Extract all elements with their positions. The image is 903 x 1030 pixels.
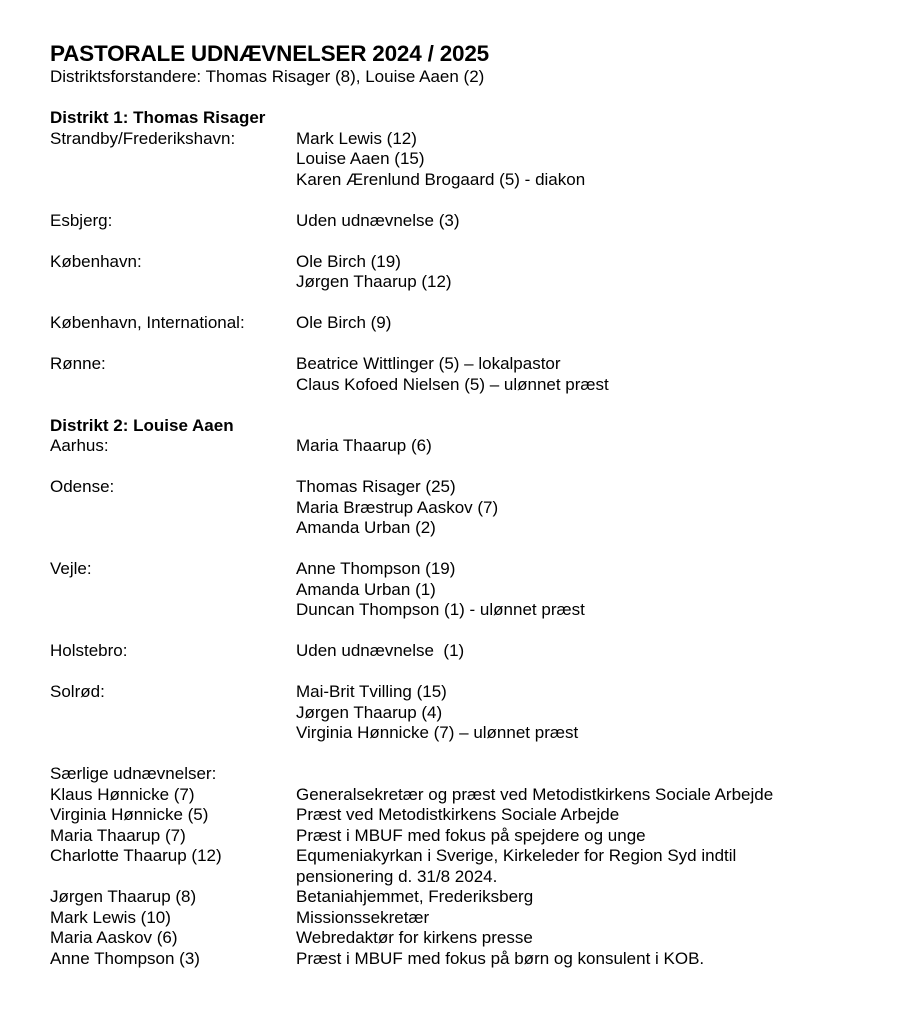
special-row [50, 785, 870, 806]
appointment: Ole Birch (9) [296, 313, 392, 332]
location-name: Esbjerg: [50, 210, 113, 230]
role-text: Præst i MBUF med fokus på spejdere og unge [296, 825, 646, 845]
appointments [296, 477, 870, 539]
role-text: Webredaktør for kirkens presse [296, 928, 533, 947]
appointment: Anne Thompson (19) [296, 559, 456, 578]
document-page [50, 40, 870, 969]
appointment: Virginia Hønnicke (7) – ulønnet præst [296, 723, 579, 742]
role-text: Missionssekretær [296, 907, 430, 927]
location-row [50, 682, 870, 744]
role [296, 785, 870, 806]
appointment: Karen Ærenlund Brogaard (5) - diakon [296, 169, 586, 189]
location-name: Rønne: [50, 354, 106, 373]
special-row [50, 949, 870, 970]
special-row [50, 908, 870, 929]
district-2 [50, 416, 870, 744]
special-row [50, 928, 870, 949]
appointment: Ole Birch (19) [296, 251, 401, 271]
person: Charlotte Thaarup (12) [50, 846, 222, 865]
appointment: Beatrice Wittlinger (5) – lokalpastor [296, 354, 561, 373]
appointment: Uden udnævnelse (1) [296, 641, 465, 660]
appointment: Thomas Risager (25) [296, 477, 456, 496]
spacer [50, 539, 870, 560]
appointment: Louise Aaen (15) [296, 149, 425, 168]
role-text: Præst ved Metodistkirkens Sociale Arbejde [296, 805, 620, 824]
spacer [50, 334, 870, 355]
spacer [50, 231, 870, 252]
role [296, 949, 870, 970]
role [296, 887, 870, 908]
district-1 [50, 108, 870, 395]
district-heading: Distrikt 2: Louise Aaen [50, 415, 234, 435]
appointment: Claus Kofoed Nielsen (5) – ulønnet præst [296, 374, 609, 394]
special-row [50, 805, 870, 826]
special-heading: Særlige udnævnelser: [50, 764, 217, 783]
special-row [50, 887, 870, 908]
role [296, 928, 870, 949]
location-name: Vejle: [50, 559, 92, 578]
appointment: Duncan Thompson (1) - ulønnet præst [296, 600, 585, 619]
appointment: Jørgen Thaarup (12) [296, 272, 452, 291]
person: Anne Thompson (3) [50, 948, 200, 968]
spacer [50, 190, 870, 211]
role [296, 908, 870, 929]
appointments [296, 129, 870, 191]
appointments [296, 436, 870, 457]
location-row [50, 129, 870, 191]
special-appointments [50, 764, 870, 969]
person: Mark Lewis (10) [50, 907, 171, 927]
spacer [50, 293, 870, 314]
page-title: PASTORALE UDNÆVNELSER 2024 / 2025 [50, 41, 489, 66]
person: Maria Aaskov (6) [50, 928, 178, 947]
appointment: Maria Bræstrup Aaskov (7) [296, 497, 499, 517]
appointment: Uden udnævnelse (3) [296, 210, 460, 230]
location-row [50, 477, 870, 539]
location-name: Aarhus: [50, 436, 109, 455]
person: Maria Thaarup (7) [50, 825, 186, 845]
special-row [50, 846, 870, 887]
appointment: Amanda Urban (2) [296, 518, 436, 537]
appointments [296, 211, 870, 232]
spacer [50, 621, 870, 642]
location-name: Solrød: [50, 682, 105, 701]
location-row [50, 641, 870, 662]
spacer [50, 662, 870, 683]
location-row [50, 252, 870, 293]
appointments [296, 641, 870, 662]
person: Jørgen Thaarup (8) [50, 887, 197, 906]
person: Virginia Hønnicke (5) [50, 805, 209, 824]
appointment: Jørgen Thaarup (4) [296, 702, 443, 722]
location-row [50, 436, 870, 457]
role-text: Præst i MBUF med fokus på børn og konsulent i KOB. [296, 948, 705, 968]
role [296, 826, 870, 847]
appointment: Mark Lewis (12) [296, 128, 417, 148]
person: Klaus Hønnicke (7) [50, 784, 195, 804]
role-text: Equmeniakyrkan i Sverige, Kirkeleder for Region Syd indtil pensionering d. 31/8 2024. [296, 846, 737, 886]
appointments [296, 313, 870, 334]
appointment: Mai-Brit Tvilling (15) [296, 682, 447, 701]
role [296, 805, 870, 826]
district-heading: Distrikt 1: Thomas Risager [50, 108, 266, 127]
appointments [296, 682, 870, 744]
appointment: Maria Thaarup (6) [296, 436, 432, 455]
role-text: Generalsekretær og præst ved Metodistkirkens Sociale Arbejde [296, 784, 774, 804]
appointment: Amanda Urban (1) [296, 579, 436, 599]
appointments [296, 354, 870, 395]
location-name: København: [50, 251, 142, 271]
spacer [50, 457, 870, 478]
location-row [50, 559, 870, 621]
location-name: Strandby/Frederikshavn: [50, 128, 236, 148]
location-name: Odense: [50, 477, 115, 496]
role [296, 846, 870, 887]
special-row [50, 826, 870, 847]
location-row [50, 313, 870, 334]
location-row [50, 211, 870, 232]
appointments [296, 252, 870, 293]
appointments [296, 559, 870, 621]
role-text: Betaniahjemmet, Frederiksberg [296, 887, 534, 906]
district-superintendents: Distriktsforstandere: Thomas Risager (8), Louise Aaen (2) [50, 67, 485, 86]
location-name: Holstebro: [50, 641, 128, 660]
location-row [50, 354, 870, 395]
location-name: København, International: [50, 313, 245, 332]
